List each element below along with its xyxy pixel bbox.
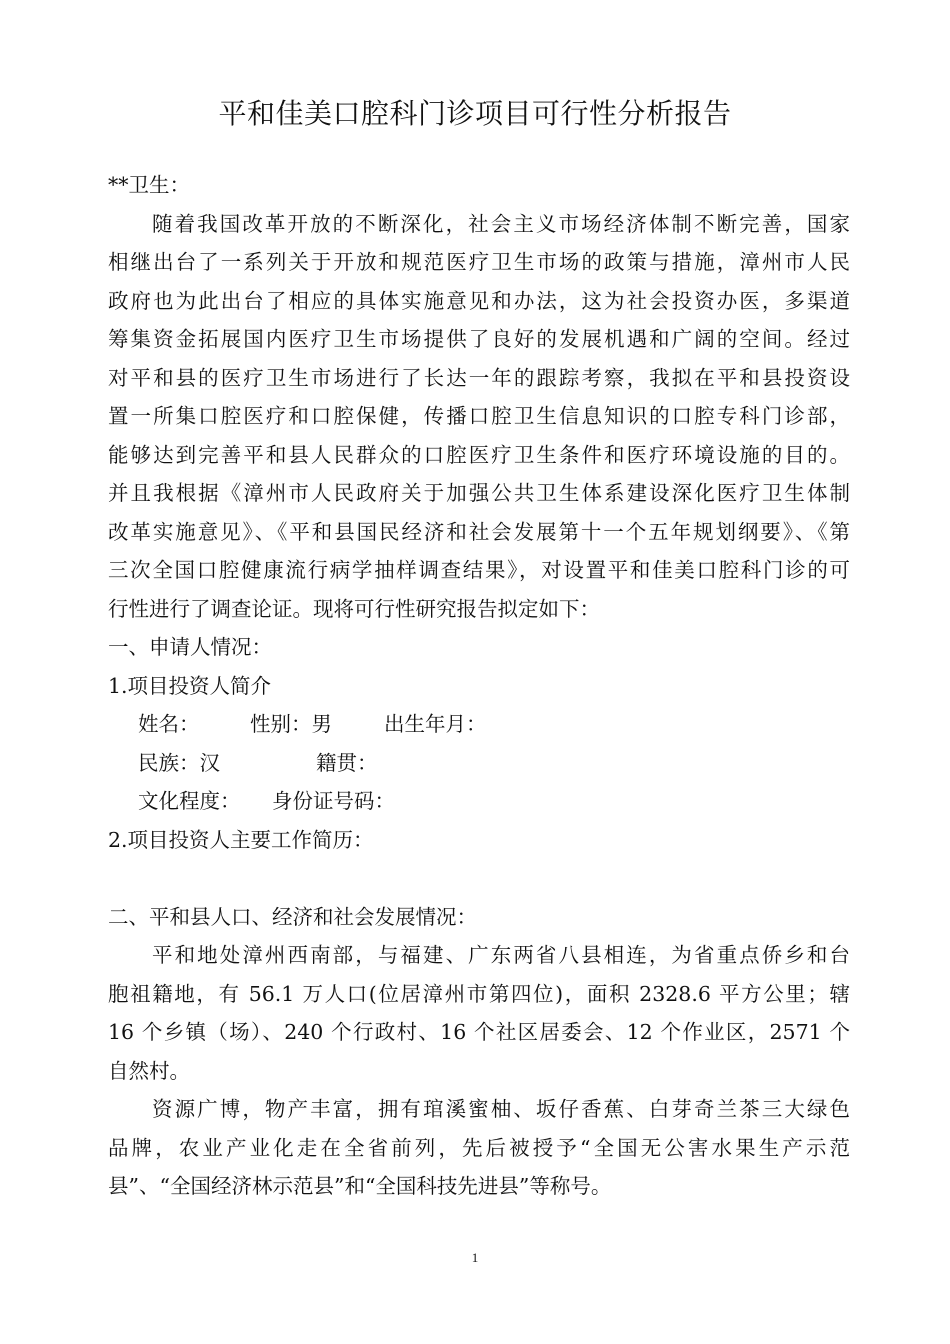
education-label: 文化程度： — [138, 789, 241, 813]
investor-fields-row-2 — [108, 744, 850, 783]
native-place-label: 籍贯： — [316, 750, 378, 775]
name-label: 姓名： — [138, 712, 200, 736]
gender-label: 性别：男 — [250, 712, 332, 736]
para2-line: 胞祖籍地，有 56.1 万人口(位居漳州市第四位)，面积 2328.6 平方公里；辖 — [108, 981, 850, 1006]
intro-line: 能够达到完善平和县人民群众的口腔医疗卫生条件和医疗环境设施的目的。 — [108, 442, 850, 467]
birth-label: 出生年月： — [384, 712, 487, 736]
document-body — [108, 166, 850, 1206]
document-title: 平和佳美口腔科门诊项目可行性分析报告 — [218, 97, 732, 130]
intro-line: 筹集资金拓展国内医疗卫生市场提供了良好的发展机遇和广阔的空间。经过 — [108, 327, 850, 351]
intro-line: 改革实施意见》、《平和县国民经济和社会发展第十一个五年规划纲要》、《第 — [108, 519, 850, 544]
para2-line: 16 个乡镇（场）、240 个行政村、16 个社区居委会、12 个作业区，2571 个 — [108, 1020, 850, 1044]
section1-heading: 一、申请人情况： — [108, 635, 272, 659]
intro-line: 对平和县的医疗卫生市场进行了长达一年的跟踪考察，我拟在平和县投资设 — [108, 365, 850, 390]
para3-line: 资源广博，物产丰富，拥有琯溪蜜柚、坂仔香蕉、白芽奇兰茶三大绿色 — [152, 1097, 850, 1121]
para2-line: 自然村。 — [108, 1058, 190, 1083]
item2-heading: 2.项目投资人主要工作简历： — [108, 827, 374, 852]
para3-line: 品牌，农业产业化走在全省前列，先后被授予“全国无公害水果生产示范 — [108, 1135, 850, 1160]
intro-line: 并且我根据《漳州市人民政府关于加强公共卫生体系建设深化医疗卫生体制 — [108, 481, 850, 505]
id-number-label: 身份证号码： — [272, 789, 395, 813]
intro-line: 政府也为此出台了相应的具体实施意见和办法，这为社会投资办医，多渠道 — [108, 288, 850, 313]
intro-line: 相继出台了一系列关于开放和规范医疗卫生市场的政策与措施，漳州市人民 — [108, 250, 850, 274]
para2-line: 平和地处漳州西南部，与福建、广东两省八县相连，为省重点侨乡和台 — [152, 943, 850, 967]
salutation: **卫生： — [108, 173, 190, 197]
intro-line: 随着我国改革开放的不断深化，社会主义市场经济体制不断完善，国家 — [152, 211, 850, 236]
blank-line — [108, 859, 850, 898]
intro-line: 三次全国口腔健康流行病学抽样调查结果》，对设置平和佳美口腔科门诊的可 — [108, 558, 850, 582]
investor-fields-row-3 — [108, 782, 850, 821]
item1-heading: 1.项目投资人简介 — [108, 673, 272, 698]
page-number: 1 — [471, 1250, 479, 1265]
section2-heading: 二、平和县人口、经济和社会发展情况： — [108, 904, 477, 929]
ethnicity-label: 民族：汉 — [138, 750, 220, 775]
investor-fields-row-1 — [108, 705, 850, 744]
intro-line: 行性进行了调查论证。现将可行性研究报告拟定如下： — [108, 596, 600, 621]
intro-line: 置一所集口腔医疗和口腔保健，传播口腔卫生信息知识的口腔专科门诊部， — [108, 404, 850, 428]
para3-line: 县”、“全国经济林示范县”和“全国科技先进县”等称号。 — [108, 1174, 612, 1198]
